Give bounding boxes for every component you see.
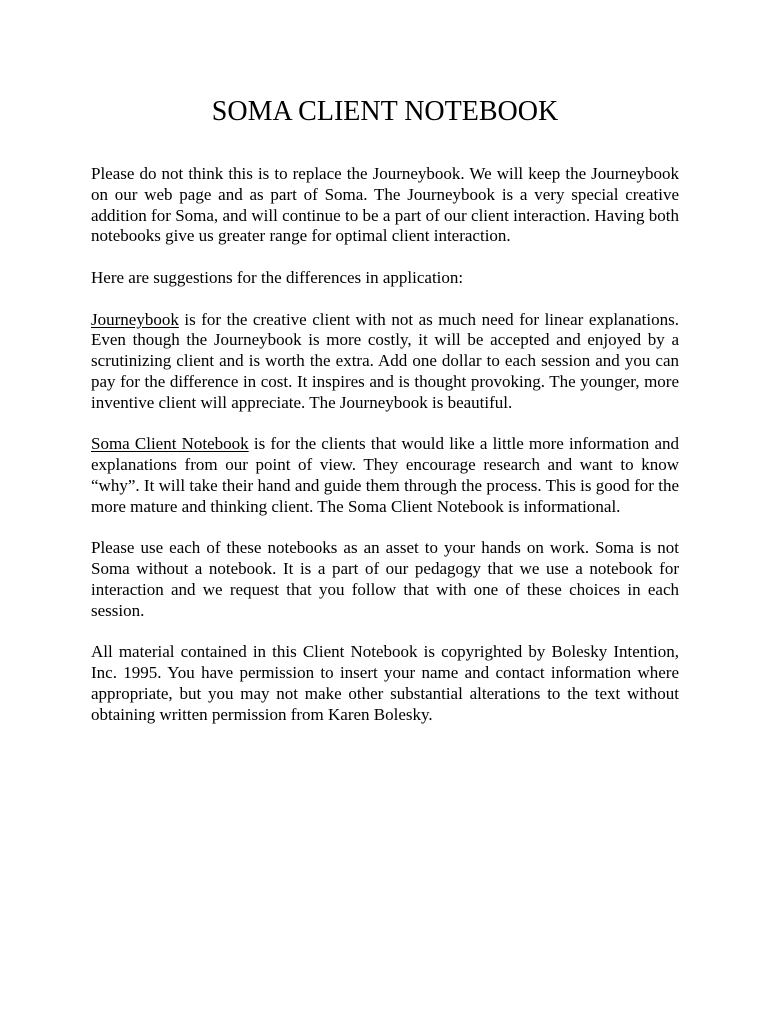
document-title: SOMA CLIENT NOTEBOOK: [211, 96, 559, 127]
paragraph-suggestions: [91, 268, 679, 289]
paragraph-journeybook-text: is for the creative client with not as much need for linear explanations. Even though the Journeybook is more costly, it will be accepted and enjoyed by a scrutinizing client and is worth the extra. Add one dollar to each session and you can pay for the difference in cost. It inspires and is thought provoking. The younger, more inventive client will appreciate. The Journeybook is beautiful.: [91, 309, 679, 412]
paragraph-intro: [91, 164, 679, 247]
document-page: [91, 94, 679, 746]
journeybook-heading: Journeybook: [91, 309, 179, 329]
paragraph-usage-text: Please use each of these notebooks as an asset to your hands on work. Soma is not Soma without a notebook. It is a part of our pedagogy that we use a notebook for interaction and we request that you follow that with one of these choices in each session.: [91, 538, 679, 620]
paragraph-copyright-text: All material contained in this Client Notebook is copyrighted by Bolesky Intention, Inc. 1995. You have permission to insert your name and contact information where appropriate, but you may not make other substantial alterations to the text without obtaining written permission from Karen Bolesky.: [91, 642, 679, 724]
paragraph-copyright: [91, 642, 679, 725]
paragraph-client-notebook: [91, 434, 679, 517]
paragraph-intro-text: Please do not think this is to replace the Journeybook. We will keep the Journeybook on our web page and as part of Soma. The Journeybook is a very special creative addition for Soma, and will continue to be a part of our client interaction. Having both notebooks give us greater range for optimal client interaction.: [91, 164, 679, 246]
paragraph-client-notebook-text: is for the clients that would like a little more information and explanations from our point of view. They encourage research and want to know “why”. It will take their hand and guide them through the process. This is good for the more mature and thinking client. The Soma Client Notebook is informational.: [91, 434, 679, 516]
paragraph-journeybook: [91, 310, 679, 414]
paragraph-suggestions-text: Here are suggestions for the differences in application:: [91, 267, 464, 287]
paragraph-usage: [91, 538, 679, 621]
client-notebook-heading: Soma Client Notebook: [91, 434, 249, 454]
